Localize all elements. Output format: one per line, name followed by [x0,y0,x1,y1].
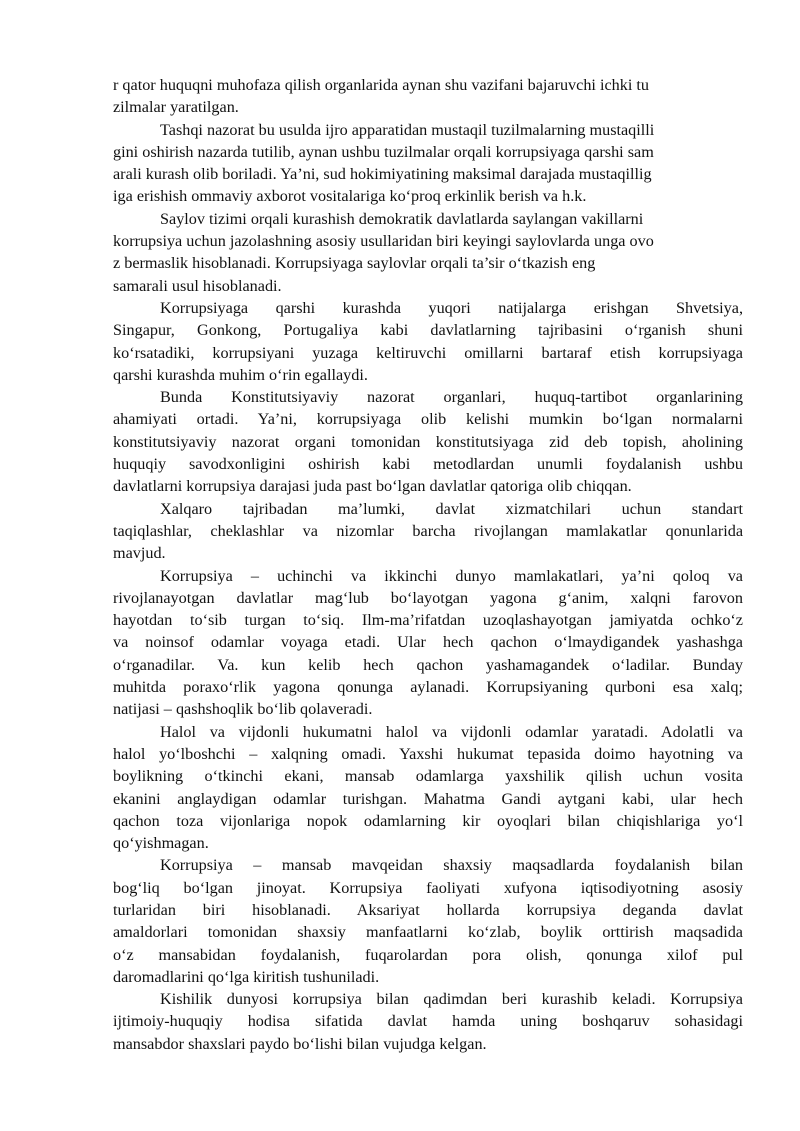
text-line: r qator huquqni muhofaza qilish organlarida aynan shu vazifani bajaruvchi ichki tu [113,76,649,94]
text-line: Korrupsiya – mansab mavqeidan shaxsiy maqsadlarda foydalanish bilan [160,856,743,875]
text-line: mansabdor shaxslari paydo bo‘lishi bilan vujudga kelgan. [113,1034,487,1053]
text-line: ekanini anglaydigan odamlar turishgan. Mahatma Gandi aytgani kabi, ular hech [113,789,743,808]
text-line: Xalqaro tajribadan ma’lumki, davlat xizmatchilari uchun standart [160,499,743,518]
text-line: muhitda poraxo‘rlik yagona qonunga aylanadi. Korrupsiyaning qurboni esa xalq; [113,678,743,697]
text-line: Korrupsiya – uchinchi va ikkinchi dunyo mamlakatlari, ya’ni qoloq va [160,566,743,585]
text-line: va noinsof odamlar voyaga etadi. Ular hech qachon o‘lmaydigandek yashashga [113,633,743,652]
text-line: daromadlarini qo‘lga kiritish tushuniladi. [113,967,380,986]
text-line: qo‘yishmagan. [113,834,209,853]
text-line: mavjud. [113,544,166,563]
text-line: gini oshirish nazarda tutilib, aynan ushbu tuzilmalar orqali korrupsiyaga qarshi sam [113,142,654,161]
text-line: Bunda Konstitutsiyaviy nazorat organlari, huquq-tartibot organlarining [160,388,743,407]
text-line: Kishilik dunyosi korrupsiya bilan qadimdan beri kurashib keladi. Korrupsiya [160,990,743,1009]
text-line: samarali usul hisoblanadi. [113,276,282,295]
text-line: konstitutsiyaviy nazorat organi tomonidan konstitutsiyaga zid deb topish, aholining [113,432,743,451]
text-line: o‘z mansabidan foydalanish, fuqarolardan pora olish, qonunga xilof pul [113,945,743,964]
text-line: ahamiyati ortadi. Ya’ni, korrupsiyaga olib kelishi mumkin bo‘lgan normalarni [113,410,743,429]
text-line: iga erishish ommaviy axborot vositalariga ko‘proq erkinlik berish va h.k. [113,187,587,206]
text-line: ijtimoiy-huquqiy hodisa sifatida davlat hamda uning boshqaruv sohasidagi [113,1012,743,1031]
text-line: rivojlanayotgan davlatlar mag‘lub bo‘layotgan yagona g‘anim, xalqni farovon [113,588,743,607]
text-line: qachon toza vijonlariga nopok odamlarning kir oyoqlari bilan chiqishlariga yo‘l [113,811,743,830]
text-line: qarshi kurashda muhim o‘rin egallaydi. [113,365,368,384]
text-line: boylikning o‘tkinchi ekani, mansab odamlarga yaxshilik qilish uchun vosita [113,767,743,786]
text-line: taqiqlashlar, cheklashlar va nizomlar barcha rivojlangan mamlakatlar qonunlarida [113,521,743,540]
text-line: z bermaslik hisoblanadi. Korrupsiyaga saylovlar orqali ta’sir o‘tkazish eng [113,254,596,273]
text-line: bog‘liq bo‘lgan jinoyat. Korrupsiya faoliyati xufyona iqtisodiyotning asosiy [113,878,743,897]
text-line: zilmalar yaratilgan. [113,98,239,117]
text-line: hayotdan to‘sib turgan to‘siq. Ilm-ma’rifatdan uzoqlashayotgan jamiyatda ochko‘z [113,611,743,630]
text-line: Korrupsiyaga qarshi kurashda yuqori natijalarga erishgan Shvetsiya, [160,298,743,317]
text-line: Tashqi nazorat bu usulda ijro apparatidan mustaqil tuzilmalarning mustaqilli [160,120,655,139]
text-line: natijasi – qashshoqlik bo‘lib qolaveradi. [113,700,373,719]
text-line: turlaridan biri hisoblanadi. Aksariyat hollarda korrupsiya deganda davlat [113,900,743,919]
text-line: o‘rganadilar. Va. kun kelib hech qachon yashamagandek o‘ladilar. Bunday [113,655,743,674]
text-line: Saylov tizimi orqali kurashish demokratik davlatlarda saylangan vakillarni [160,209,644,228]
text-line: arali kurash olib boriladi. Ya’ni, sud hokimiyatining maksimal darajada mustaqillig [113,165,652,184]
text-line: huquqiy savodxonligini oshirish kabi metodlardan unumli foydalanish ushbu [113,455,743,474]
text-line: amaldorlari tomonidan shaxsiy manfaatlarni ko‘zlab, boylik orttirish maqsadida [113,923,743,942]
text-line: korrupsiya uchun jazolashning asosiy usullaridan biri keyingi saylovlarda unga ovo [113,232,654,251]
document-page [113,74,743,1055]
text-line: davlatlarni korrupsiya darajasi juda past bo‘lgan davlatlar qatoriga olib chiqqan. [113,477,632,496]
text-line: Singapur, Gonkong, Portugaliya kabi davlatlarning tajribasini o‘rganish shuni [113,321,743,340]
text-line: ko‘rsatadiki, korrupsiyani yuzaga keltiruvchi omillarni bartaraf etish korrupsiyaga [113,343,743,362]
text-line: Halol va vijdonli hukumatni halol va vijdonli odamlar yaratadi. Adolatli va [160,722,743,741]
text-line: halol yo‘lboshchi – xalqning omadi. Yaxshi hukumat tepasida doimo hayotning va [113,744,743,763]
